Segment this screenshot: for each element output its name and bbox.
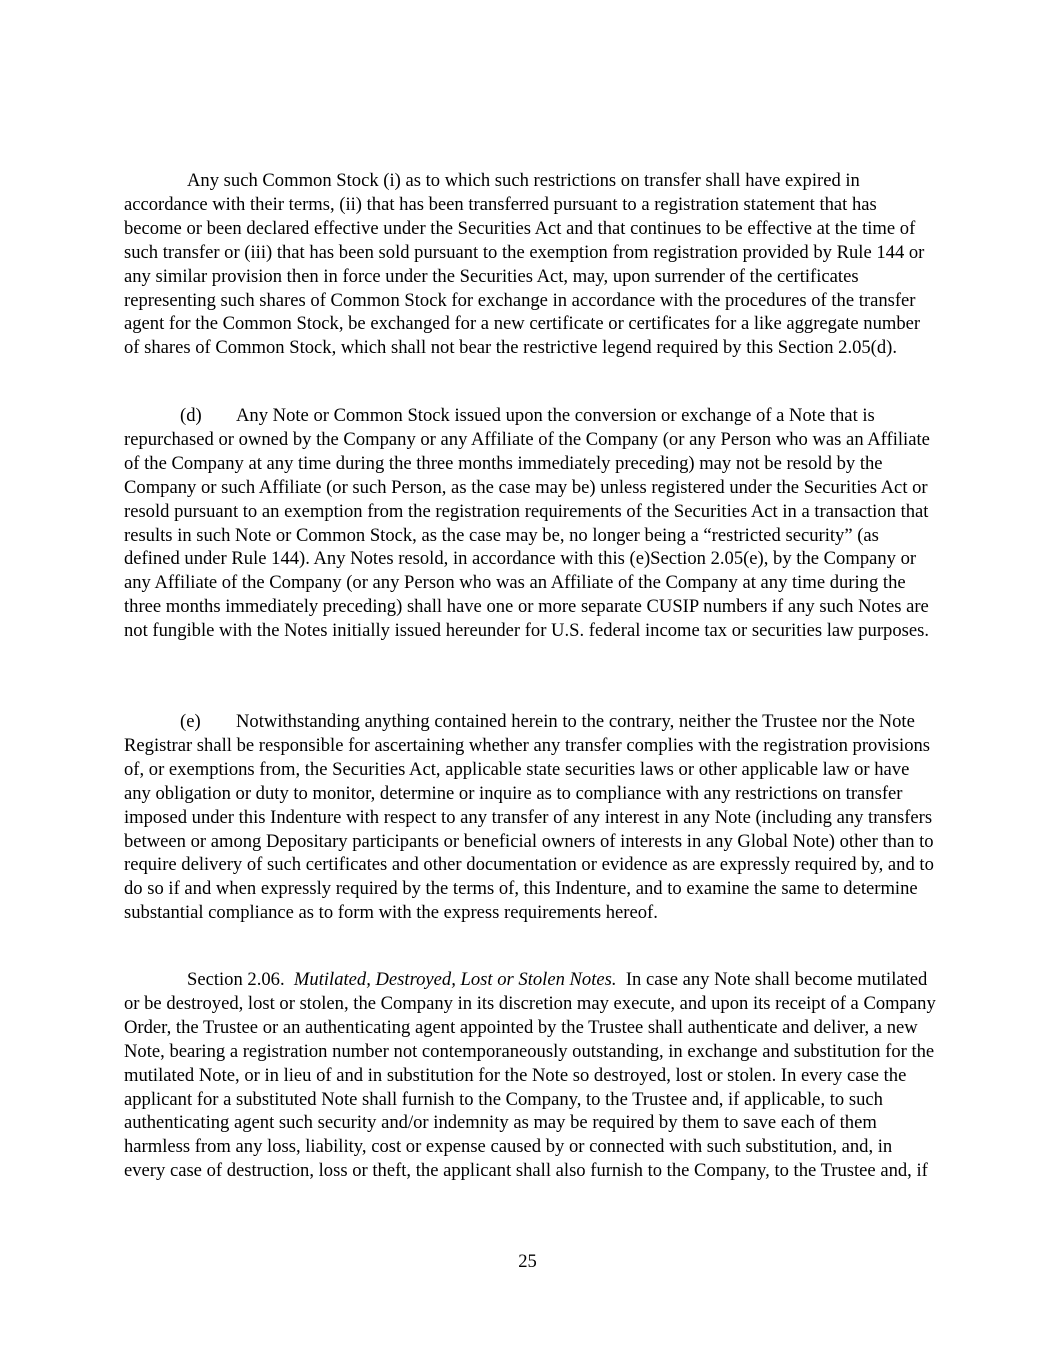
section-2-06-number: Section 2.06. — [187, 969, 285, 990]
paragraph-e-text: Notwithstanding anything contained herein to the contrary, neither the Trustee nor the Note Registrar shall be responsible for ascertaining whether any transfer complies with the registration provisions of, or exemptions from, the Securities Act, applicable state securities laws or other applicable law or have any obligation or duty to monitor, determine or inquire as to compliance with any restrictions on transfer imposed under this Indenture with respect to any transfer of any interest in any Note (including any transfers between or among Depositary participants or beneficial owners of interests in any Global Note) other than to require delivery of such certificates and other documentation or evidence as are expressly required by, and to do so if and when expressly required by the terms of, this Indenture, and to examine the same to determine substantial compliance as to form with the express requirements hereof. — [124, 711, 934, 924]
section-2-06 — [124, 968, 936, 1183]
paragraph-d-text: Any Note or Common Stock issued upon the conversion or exchange of a Note that is repurchased or owned by the Company or any Affiliate of the Company (or any Person who was an Affiliate of the Company at any time during the three months immediately preceding) may not be resold by the Company or such Affiliate (or such Person, as the case may be) unless registered under the Securities Act or resold pursuant to an exemption from the registration requirements of the Securities Act in a transaction that results in such Note or Common Stock, as the case may be, no longer being a “restricted security” (as defined under Rule 144). Any Notes resold, in accordance with this (e)Section 2.05(e), by the Company or any Affiliate of the Company (or any Person who was an Affiliate of the Company at any time during the three months immediately preceding) shall have one or more separate CUSIP numbers if any such Notes are not fungible with the Notes initially issued hereunder for U.S. federal income tax or securities law purposes. — [124, 405, 930, 642]
paragraph-d-label: (d) — [180, 405, 202, 426]
paragraph-e — [124, 710, 936, 925]
paragraph-common-stock-exchange: Any such Common Stock (i) as to which such restrictions on transfer shall have expired in accordance with their terms, (ii) that has been transferred pursuant to a registration statement that has become or been declared effective under the Securities Act and that continues to be effective at the time of such transfer or (iii) that has been sold pursuant to the exemption from registration provided by Rule 144 or any similar provision then in force under the Securities Act, may, upon surrender of the certificates representing such shares of Common Stock for exchange in accordance with the procedures of the transfer agent for the Common Stock, be exchanged for a new certificate or certificates for a like aggregate number of shares of Common Stock, which shall not bear the restrictive legend required by this Section 2.05(d). — [124, 170, 925, 359]
section-2-06-text: In case any Note shall become mutilated or be destroyed, lost or stolen, the Company in its discretion may execute, and upon its receipt of a Company Order, the Trustee or an authenticating agent appointed by the Trustee shall authenticate and deliver, a new Note, bearing a registration number not contemporaneously outstanding, in exchange and substitution for the mutilated Note, or in lieu of and in substitution for the Note so destroyed, lost or stolen. In every case the applicant for a substituted Note shall furnish to the Company, to the Trustee and, if applicable, to such authenticating agent such security and/or indemnity as may be required by them to save each of them harmless from any loss, liability, cost or expense caused by or connected with such substitution, and, in every case of destruction, loss or theft, the applicant shall also furnish to the Company, to the Trustee and, if — [124, 969, 936, 1182]
page-number: 25 — [518, 1251, 537, 1272]
section-2-06-heading: Mutilated, Destroyed, Lost or Stolen Notes. — [293, 969, 617, 990]
paragraph-d — [124, 404, 936, 643]
paragraph-e-label: (e) — [180, 711, 201, 732]
